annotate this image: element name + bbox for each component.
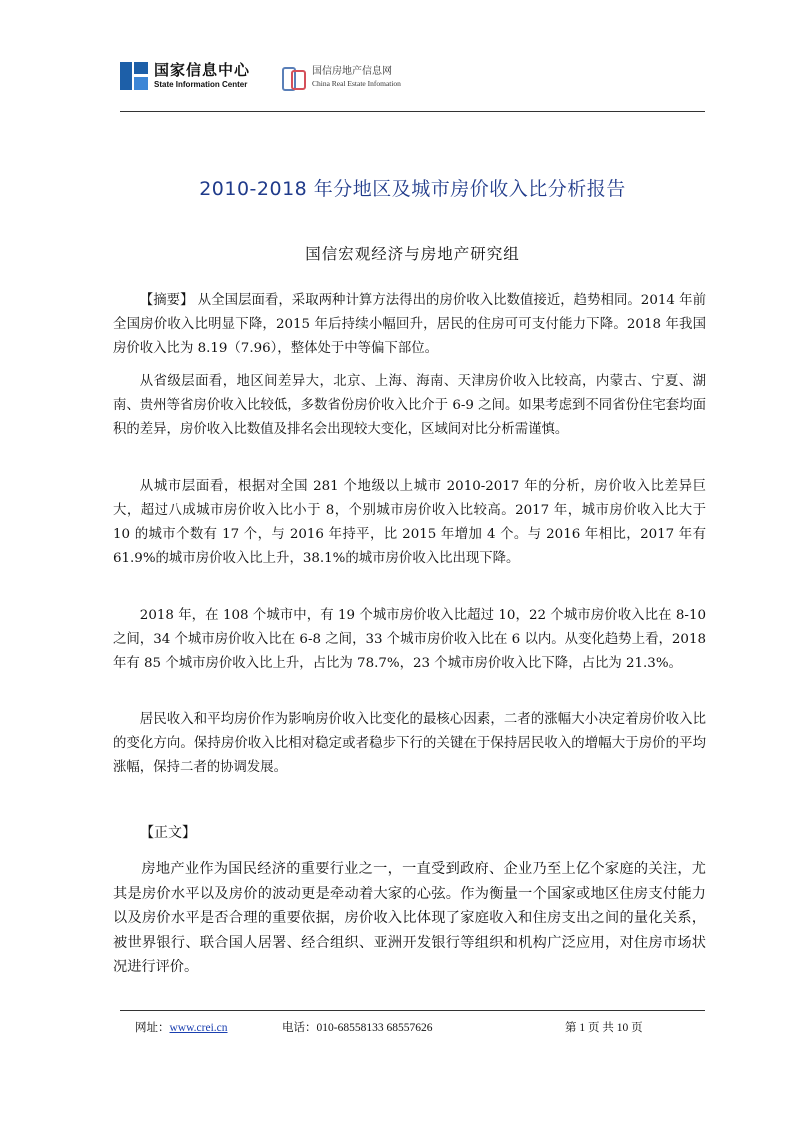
summary-label: 【摘要】 — [139, 293, 194, 308]
logo1-chinese-name: 国家信息中心 — [154, 61, 251, 79]
crei-logo-icon — [280, 64, 306, 90]
summary-paragraph-4: 2018 年，在 108 个城市中，有 19 个城市房价收入比超过 10，22 个城市房价收入比在 8-10 之间，34 个城市房价收入比在 6-8 之间，33 个城市房价收入比在 6 以内。从变化趋势上看，2018 年有 85 个城市房价收入比上升，占比为 78.7%，23 个城市房价收入比下降，占比为 21.3%。 — [113, 608, 706, 671]
page-header — [120, 62, 705, 112]
section-heading-body: 【正文】 — [140, 825, 196, 841]
footer-phone: 电话：010-68558133 68557626 — [282, 1022, 433, 1034]
body-paragraph-1: 房地产业作为国民经济的重要行业之一，一直受到政府、企业乃至上亿个家庭的关注，尤其是房价水平以及房价的波动更是牵动着大家的心弦。作为衡量一个国家或地区住房支付能力以及房价水平是否合理的重要依据，房价收入比体现了家庭收入和住房支出之间的量化关系，被世界银行、联合国人居署、经合组织、亚洲开发银行等组织和机构广泛应用，对住房市场状况进行评价。 — [113, 861, 706, 976]
document-author: 国信宏观经济与房地产研究组 — [305, 245, 520, 263]
footer-website — [135, 1019, 228, 1035]
footer-page-number: 第 1 页 共 10 页 — [565, 1022, 643, 1034]
footer-divider — [120, 1010, 705, 1011]
website-link[interactable]: www.crei.cn — [169, 1022, 228, 1034]
logo1-english-name: State Information Center — [154, 80, 248, 89]
footer-site-label: 网址： — [135, 1022, 170, 1034]
header-divider — [120, 111, 705, 112]
china-real-estate-info-logo — [280, 64, 401, 90]
summary-text-1: 从全国层面看，采取两种计算方法得出的房价收入比数值接近，趋势相同。2014 年前全国房价收入比明显下降，2015 年后持续小幅回升，居民的住房可可支付能力下降。2018 年我国房价收入比为 8.19（7.96），整体处于中等偏下部位。 — [113, 293, 706, 356]
summary-paragraph-2: 从省级层面看，地区间差异大，北京、上海、海南、天津房价收入比较高，内蒙古、宁夏、湖南、贵州等省房价收入比较低，多数省份房价收入比介于 6-9 之间。如果考虑到不同省份住宅套均面积的差异，房价收入比数值及排名会出现较大变化，区域间对比分析需谨慎。 — [113, 374, 706, 437]
summary-paragraph-5: 居民收入和平均房价作为影响房价收入比变化的最核心因素，二者的涨幅大小决定着房价收入比的变化方向。保持房价收入比相对稳定或者稳步下行的关键在于保持居民收入的增幅大于房价的平均涨幅，保持二者的协调发展。 — [113, 712, 706, 775]
logo2-chinese-name: 国信房地产信息网 — [312, 65, 392, 77]
state-information-center-logo — [120, 62, 250, 90]
summary-paragraph-1 — [113, 289, 706, 361]
summary-paragraph-3: 从城市层面看，根据对全国 281 个地级以上城市 2010-2017 年的分析，房价收入比差异巨大，超过八成城市房价收入比小于 8，个别城市房价收入比较高。2017 年，城市房价收入比大于 10 的城市个数有 17 个，与 2016 年持平，比 2015 年增加 4 个。与 2016 年相比，2017 年有 61.9%的城市房价收入比上升，38.1%的城市房价收入比出现下降。 — [113, 479, 706, 566]
document-title: 2010-2018 年分地区及城市房价收入比分析报告 — [199, 178, 626, 200]
sic-logo-icon — [120, 62, 148, 90]
logo2-english-name: China Real Estate Infomation — [312, 78, 401, 88]
